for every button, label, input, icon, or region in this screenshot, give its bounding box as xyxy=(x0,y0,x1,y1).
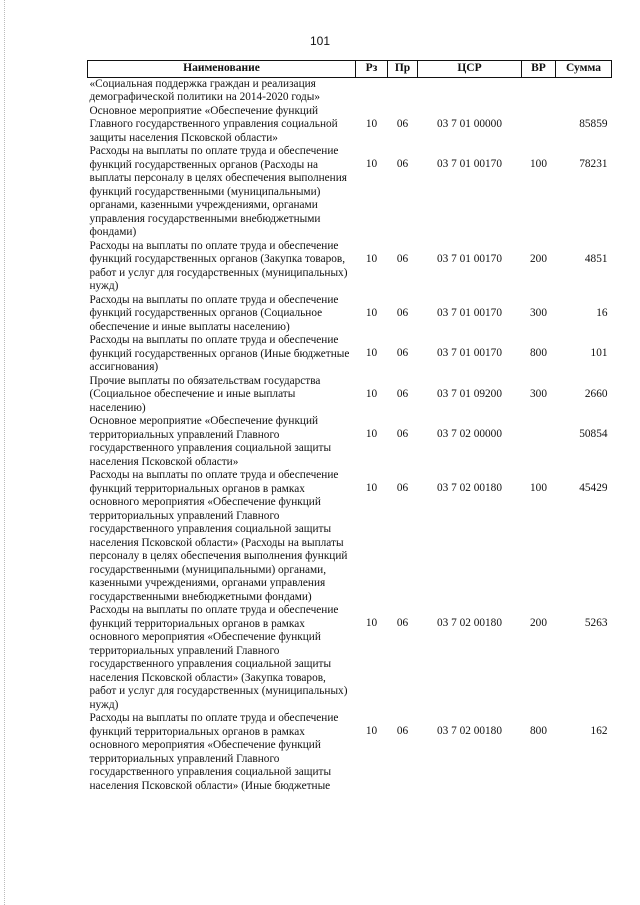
row-csr: 03 7 01 09200 xyxy=(437,387,502,400)
row-rz: 10 xyxy=(365,428,378,440)
row-rz: 10 xyxy=(365,725,378,737)
row-rz: 10 xyxy=(365,117,378,130)
column-header-pr: Пр xyxy=(388,61,418,78)
row-rz xyxy=(356,77,388,105)
row-csr: 03 7 01 00170 xyxy=(437,158,502,170)
budget-table xyxy=(87,60,612,793)
row-rz: 10 xyxy=(365,252,378,265)
column-header-rz: Рз xyxy=(356,61,388,78)
row-rz: 10 xyxy=(365,158,378,170)
row-csr: 03 7 02 00180 xyxy=(437,617,502,629)
row-pr: 06 xyxy=(396,252,409,265)
row-name: Расходы на выплаты по оплате труда и обеспечение функций территориальных органов в рамках основного мероприятия «Обеспечение функций территориальных управлений Главного государственного управления социальной защиты населения Псковской области» (Иные бюджетные xyxy=(89,712,339,792)
row-pr: 06 xyxy=(396,482,409,494)
table-header-row xyxy=(88,61,612,78)
row-csr: 03 7 01 00000 xyxy=(437,117,502,130)
row-sum: 78231 xyxy=(579,158,608,170)
row-name: Расходы на выплаты по оплате труда и обеспечение функций государственных органов (Расходы на выплаты персоналу в целях обеспечения выполнения функций государственными (муниципальными) органами, казенными учреждениями, органами управления государственными внебюджетными фондами) xyxy=(89,145,347,238)
scan-margin-line xyxy=(4,0,5,905)
column-header-csr: ЦСР xyxy=(418,61,522,78)
row-name: Прочие выплаты по обязательствам государства (Социальное обеспечение и иные выплаты населению) xyxy=(89,374,321,414)
row-rz: 10 xyxy=(365,347,378,359)
row-pr: 06 xyxy=(396,387,409,400)
row-rz: 10 xyxy=(365,306,378,319)
row-pr: 06 xyxy=(396,428,409,440)
table-row xyxy=(88,604,612,712)
row-pr: 06 xyxy=(396,306,409,319)
row-name: Расходы на выплаты по оплате труда и обеспечение функций территориальных органов в рамках основного мероприятия «Обеспечение функций территориальных управлений Главного государственного управления социальной защиты населения Псковской области» (Закупка товаров, работ и услуг для государственных (муниципальных) нужд) xyxy=(89,604,348,711)
row-pr xyxy=(388,77,418,105)
row-rz: 10 xyxy=(365,617,378,629)
table-row xyxy=(88,294,612,335)
row-csr: 03 7 02 00180 xyxy=(437,725,502,737)
table-row xyxy=(88,415,612,469)
page-number: 101 xyxy=(309,34,331,48)
row-vr xyxy=(522,415,556,469)
row-csr xyxy=(418,77,522,105)
row-vr xyxy=(522,77,556,105)
row-sum xyxy=(556,77,612,105)
column-header-name: Наименование xyxy=(88,61,356,78)
row-sum: 16 xyxy=(596,306,608,319)
column-header-sum: Сумма xyxy=(556,61,612,78)
row-pr: 06 xyxy=(396,725,409,737)
row-sum: 45429 xyxy=(579,482,608,494)
table-row xyxy=(88,469,612,604)
row-vr: 100 xyxy=(530,482,547,494)
row-sum: 2660 xyxy=(584,387,608,400)
table-row xyxy=(88,77,612,105)
row-sum: 50854 xyxy=(579,428,608,440)
row-name: Расходы на выплаты по оплате труда и обеспечение функций территориальных органов в рамках основного мероприятия «Обеспечение функций территориальных управлений Главного государственного управления социальной защиты населения Псковской области» (Расходы на выплаты персоналу в целях обеспечения выполнения функций государственными (муниципальными) органами, казенными учреждениями, органами управления государственными внебюджетными фондами) xyxy=(89,469,348,603)
row-pr: 06 xyxy=(396,617,409,629)
row-vr xyxy=(522,105,556,146)
row-vr: 200 xyxy=(530,617,547,629)
row-name: «Социальная поддержка граждан и реализация демографической политики на 2014-2020 годы» xyxy=(89,77,321,103)
row-name: Расходы на выплаты по оплате труда и обеспечение функций государственных органов (Закупка товаров, работ и услуг для государственных (муниципальных) нужд) xyxy=(89,239,348,292)
row-name: Основное мероприятие «Обеспечение функций Главного государственного управления социальной защиты населения Псковской области» xyxy=(89,104,338,144)
row-pr: 06 xyxy=(396,158,409,170)
row-vr: 300 xyxy=(530,387,547,400)
row-csr: 03 7 01 00170 xyxy=(437,306,502,319)
table-row xyxy=(88,105,612,146)
row-rz: 10 xyxy=(365,482,378,494)
table-row xyxy=(88,240,612,294)
row-vr: 100 xyxy=(530,158,547,170)
row-name: Основное мероприятие «Обеспечение функций территориальных управлений Главного государственного управления социальной защиты населения Псковской области» xyxy=(89,415,332,468)
row-csr: 03 7 01 00170 xyxy=(437,252,502,265)
row-sum: 162 xyxy=(590,725,608,737)
row-rz: 10 xyxy=(365,387,378,400)
row-sum: 5263 xyxy=(584,617,608,629)
row-pr: 06 xyxy=(396,117,409,130)
row-sum: 85859 xyxy=(579,117,608,130)
row-name: Расходы на выплаты по оплате труда и обеспечение функций государственных органов (Иные бюджетные ассигнования) xyxy=(89,334,350,373)
row-vr: 800 xyxy=(530,347,547,359)
table-row xyxy=(88,145,612,240)
row-name: Расходы на выплаты по оплате труда и обеспечение функций государственных органов (Социальное обеспечение и иные выплаты населению) xyxy=(89,293,339,333)
column-header-vr: ВР xyxy=(522,61,556,78)
table-row xyxy=(88,334,612,375)
row-pr: 06 xyxy=(396,347,409,359)
row-vr: 300 xyxy=(530,306,547,319)
table-row xyxy=(88,375,612,416)
row-csr: 03 7 02 00180 xyxy=(437,482,502,494)
table-row xyxy=(88,712,612,793)
row-csr: 03 7 01 00170 xyxy=(437,347,502,359)
row-sum: 101 xyxy=(590,347,608,359)
row-vr: 800 xyxy=(530,725,547,737)
row-vr: 200 xyxy=(530,252,547,265)
row-csr: 03 7 02 00000 xyxy=(437,428,502,440)
row-sum: 4851 xyxy=(584,252,608,265)
